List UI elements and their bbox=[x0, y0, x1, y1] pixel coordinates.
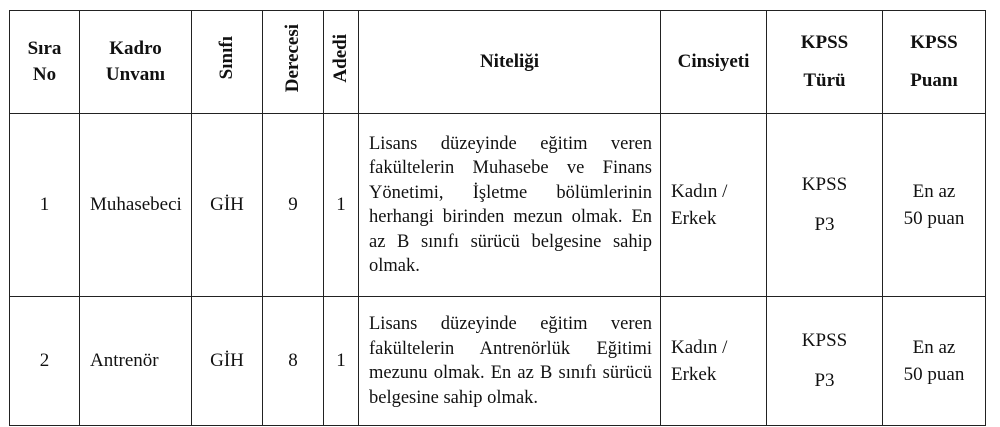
header-derecesi bbox=[263, 11, 324, 114]
cell-kpss-turu-line1: KPSS bbox=[801, 174, 848, 195]
cell-adedi: 1 bbox=[324, 297, 359, 426]
header-adedi bbox=[324, 11, 359, 114]
cell-sinifi: GİH bbox=[192, 297, 263, 426]
cell-cinsiyeti bbox=[661, 114, 767, 297]
header-kpss-turu-line1: KPSS bbox=[800, 32, 849, 53]
header-niteligi: Niteliği bbox=[359, 11, 661, 114]
cell-cinsiyeti-line1: Kadın / bbox=[671, 337, 728, 358]
header-kpss-turu-line2: Türü bbox=[803, 70, 846, 91]
cell-sira-no: 2 bbox=[10, 297, 80, 426]
cell-kpss-puani-line2: 50 puan bbox=[903, 208, 965, 229]
header-kpss-puani-line1: KPSS bbox=[910, 32, 958, 53]
cell-cinsiyeti bbox=[661, 297, 767, 426]
cell-kpss-turu bbox=[767, 297, 883, 426]
cell-cinsiyeti-line2: Erkek bbox=[671, 364, 717, 385]
header-kpss-turu bbox=[767, 11, 883, 114]
cell-kpss-puani-line1: En az bbox=[912, 337, 956, 358]
cell-adedi: 1 bbox=[324, 114, 359, 297]
staff-position-table bbox=[9, 10, 986, 426]
cell-kpss-puani-line2: 50 puan bbox=[903, 364, 965, 385]
header-kpss-puani-line2: Puanı bbox=[910, 70, 958, 91]
cell-niteligi: Lisans düzeyinde eğitim veren fakültelerin Antrenörlük Eğitimi mezunu olmak. En az B sınıfı sürücü belgesine sahip olmak. bbox=[359, 297, 661, 426]
table-row bbox=[10, 297, 986, 426]
header-kadro-unvani-line1: Kadro bbox=[109, 38, 162, 59]
cell-kadro-unvani: Muhasebeci bbox=[80, 114, 192, 297]
cell-cinsiyeti-line1: Kadın / bbox=[671, 181, 728, 202]
cell-cinsiyeti-line2: Erkek bbox=[671, 208, 717, 229]
header-cinsiyeti: Cinsiyeti bbox=[661, 11, 767, 114]
cell-kpss-turu bbox=[767, 114, 883, 297]
cell-niteligi: Lisans düzeyinde eğitim veren fakültelerin Muhasebe ve Finans Yönetimi, İşletme bölümlerinin herhangi birinden mezun olmak. En az B sınıfı sürücü belgesine sahip olmak. bbox=[359, 114, 661, 297]
header-sira-no bbox=[10, 11, 80, 114]
header-sira-no-line1: Sıra bbox=[27, 38, 62, 59]
cell-kadro-unvani: Antrenör bbox=[80, 297, 192, 426]
header-sinifi-label: Sınıfı bbox=[216, 36, 237, 80]
cell-kpss-turu-line2: P3 bbox=[814, 214, 835, 235]
header-kpss-puani bbox=[883, 11, 986, 114]
cell-kpss-turu-line1: KPSS bbox=[801, 330, 848, 351]
cell-sira-no: 1 bbox=[10, 114, 80, 297]
header-row bbox=[10, 11, 986, 114]
cell-kpss-puani-line1: En az bbox=[912, 181, 956, 202]
header-adedi-label: Adedi bbox=[330, 33, 351, 83]
cell-derecesi: 8 bbox=[263, 297, 324, 426]
table-row bbox=[10, 114, 986, 297]
header-kadro-unvani-line2: Unvanı bbox=[105, 64, 166, 85]
cell-kpss-turu-line2: P3 bbox=[814, 370, 835, 391]
cell-sinifi: GİH bbox=[192, 114, 263, 297]
cell-kpss-puani bbox=[883, 114, 986, 297]
header-kadro-unvani bbox=[80, 11, 192, 114]
staff-position-table-container bbox=[9, 10, 986, 426]
header-sinifi bbox=[192, 11, 263, 114]
header-sira-no-line2: No bbox=[32, 64, 57, 85]
header-derecesi-label: Derecesi bbox=[282, 23, 303, 93]
cell-derecesi: 9 bbox=[263, 114, 324, 297]
cell-kpss-puani bbox=[883, 297, 986, 426]
